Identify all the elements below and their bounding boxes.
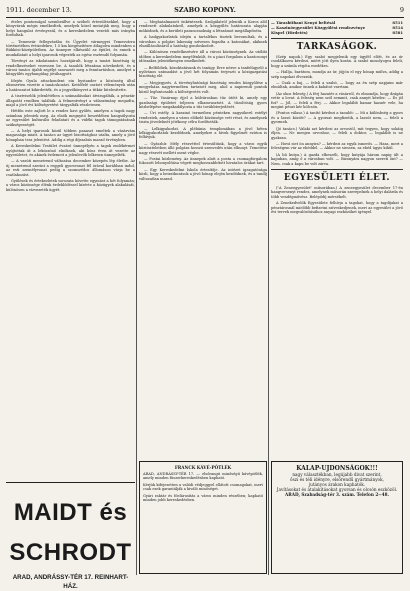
- issue-date: 1911. december 13.: [6, 6, 72, 14]
- article-paragraph: (Pontos válasz.) A tanító kérdezi a tanulót: — Mi a különbség a gyors és a lassú között? — A gyorsat megfizetik, a lassút nem, — feleli a gyermek.: [271, 111, 403, 125]
- article-paragraph: — A vasúti menetrend változása december közepén lép életbe. Az új menetrend szerint a reggeli gyorsvonat fél órával korábban indul, az esti személyvonat pedig a szomszédos állomáson várja be a csatlakozást.: [6, 159, 135, 177]
- article-paragraph: — Postai közlemény. Az ünnepek alatt a posta a csomagforgalom fokozott lebonyolítása végett meghosszabbított hivatalos órákat tart.: [139, 156, 267, 166]
- article-paragraph: Törvényt az iskolatanács hozzájárult, hogy a tanári bizottság új rendelkezéseket vezessen be. A tanulók létszáma növekedett, és a városi tanács újabb segélyt szavazott meg a fenntartáshoz, amelyet a közgyűlés egyhangúlag jóváhagyott.: [6, 59, 135, 77]
- article-paragraph: Idején Gyula attackondent ein bystander a közönség által elismerten vezette a tanácskozást. Kettőfelé osztott vélemények után a határozatot kihirdették, és a jegyzőkönyvet a titkár hitelesítette.: [6, 78, 135, 92]
- listing-value: 8581: [392, 30, 403, 35]
- ad-line: őszi és téli idényre, elsőrendű gyártmányok,: [290, 477, 384, 482]
- column-divider-1: [136, 20, 137, 575]
- page-number: 9: [399, 6, 404, 14]
- listing-label: — Kaszinóegyesület Közgyűlési rendezvénye: [271, 25, 366, 30]
- ad-address: ARAD, Szabadság-tér 3. szám. Telefon 2--48.: [284, 492, 389, 497]
- article-paragraph: — Lelkigyakorlat. A plébánia templomában a jövő héten lelkigyakorlatok kezdődnek, amelyekre a hívek figyelmét ezúton is felhívjuk.: [139, 126, 267, 140]
- listing-value: 8511: [392, 20, 403, 25]
- ad-line: ARAD, ANDRÁSSY-TÉR 17. — elsőrangú minőségű kávépótlék, amely minden füszerkereskedésben kapható.: [143, 472, 263, 481]
- article-paragraph: (A hű kutya.) A gazda elbeszéli, hogy kutyája három napig ült a kapuban, amíg ő a városban volt. — Bizonyára nagyon szereti önt? — Nem, csak a kapu be volt zárva.: [271, 152, 403, 166]
- listing-value: 8514: [392, 25, 403, 30]
- article-paragraph: — A helyi iparosok közül többen panaszt emeltek a vásárvám magassága miatt. A tanács az ügyet bizottsághoz utalta, amely a jövő hónapban tesz jelentést. Addig a régi díjszabás marad érvényben.: [6, 128, 135, 142]
- article-paragraph: Gyűlések és értekezletek sorozata követte egymást a hét folyamán; a város közönsége élénk érdeklődéssel kísérte a közügyek alakulását, különösen a vízvezeték ügyét.: [6, 179, 135, 192]
- article-paragraph: — Hová siet ön annyira? — kérdezi az egyik ismerős. — Haza, mert a feleségem vár az ebéddel. — Akkor ne siessen, az ebéd úgyis kihűl.: [271, 141, 403, 151]
- advertisement-maidt-schrodt: [6, 482, 135, 590]
- column-right: [271, 20, 403, 458]
- ad-line: Kérjük kifejezetten a valódi védjeggyel ellátott csomagokat, mert csak ezek garantálják a kiváló minőséget.: [143, 482, 263, 492]
- section-title-egyesuleti-elet: EGYESÜLETI ÉLET.: [283, 172, 391, 183]
- header-rule: [6, 17, 404, 18]
- article-paragraph: — Egy Kereskedelmi Iskola értesítője. Az intézet igazgatósága közli, hogy a beiratkozások a jövő hónap elején kezdődnek, és a tandíj változatlan marad.: [139, 167, 267, 181]
- article-paragraph: — Úri estély. A kaszinó termeiben pénteken nagysikerű estélyt rendeztek, amelyen a város előkelő közönsége vett részt, és amelynek tiszta jövedelmét jótékony célra fordították.: [139, 111, 267, 125]
- section-rule: [271, 38, 403, 39]
- ad-address: ARAD, ANDRÁSSY-TÉR 17. REINHART-HÁZ.: [12, 574, 129, 590]
- article-paragraph: A Kereskedelmi Testület évzáró ünnepélyén a tagok emlékérmet nyújtottak át a leköszönő elnöknek, aki húsz éven át vezette az egyesületet, és akinek érdemeit a jelenlevők lelkesen ünnepelték.: [6, 144, 135, 157]
- article-paragraph: — Hallja, barátom, mondja az úr, jöjjön el egy hónap múlva, addig a szép napokat élvezzük.: [271, 70, 403, 79]
- article-paragraph: — Meghatalmazott önkéntesek. Szolgálatról jelentik a Koros alól rendezett alakulatokról, amelyek a közgyűlés határozata alapján működnek, és a kerületi parancsnokság a létszámot megállapította.: [139, 20, 267, 33]
- article-paragraph: (Jó tanács.) Valaki azt kérdezi az orvostól, mit tegyen, hogy sokáig éljen. — Ne menjen orvoshoz, — feleli a doktor, — legalább is ne gyakran.: [271, 126, 403, 140]
- column-divider-2: [268, 20, 269, 575]
- article-paragraph: — Temesvár fellegvárába és Ügyelet vármegyei Temesvárra történetében évtizedekre, 1.5 km kiegészítésre átlagolva mindenben a Bükkösi-középületben. Az ünnepre elkészülő az épület, és ennek a munkálatait a helyi iparosok végezték az egész esztendő folyamán.: [6, 39, 135, 57]
- advertisement-kalap: [271, 461, 403, 574]
- article-paragraph: ("A Zeneegyesület" műsorában.) A zeneegyesület december 17-én hangversenyt rendez, amelynek műsorán szerepelnek a helyi dalárda és több vendégművész. Belépődíj mérsékelt.: [271, 185, 403, 199]
- masthead: SZABO KOPONY.: [174, 6, 236, 14]
- article-paragraph: Hétfőn este zajlott le a rendes havi gyűlés, amelyen a tagok nagy számban jelentek meg. Az elnök megnyitó beszédében hangsúlyozta az egyesület kulturális feladatait és a vidéki tagok támogatásának szükségességét.: [6, 109, 135, 127]
- article-paragraph: (Az okos feleség.) A férj hazatér a vásárról, és elmondja, hogy drágán vette a lovat. A feleség nem szól semmit, csak annyit kérdez: — És jól fut? — Jól, — feleli a férj. — Akkor legalább hamar hazaér vele, ha megint pénzt kér kölcsön.: [271, 91, 403, 110]
- article-paragraph: ételes pontosságal szembeállve a szóbeli értesülésekkel, hogy a könyvárak mégis emelkedtek, amelyek közel mutatják meg, hogy a helyi hangulat érvényesül, és a kereskedelem vezetői más irányba fordultak.: [6, 20, 135, 38]
- listing-label: — Tárasbitbani Kenyó beltésál: [271, 20, 336, 25]
- ad-line: Gyári raktár és főelárusítás a város minden részében; kapható minden jobb kereskedésben.: [143, 493, 263, 503]
- article-paragraph: (Szép napok.) Egy szabó megjelenik egy ügyfél előtt, és az úr csodálkozva kérdezi, miért jött ilyen korán. A szabó mosolyogva feleli, hogy a számla régóta esedékes.: [271, 55, 403, 68]
- article-paragraph: — Különösen rendelkezésére áll a városi közönségnek. Az utóbbi időben a kereskedelem megélénkült, és a piaci forgalom a karácsonyi időszakra jelentékenyen emelkedett.: [139, 50, 267, 64]
- section-title-tarkasagok: TARKASÁGOK.: [296, 42, 378, 52]
- listing-label: Kispel (Hirdetés): [271, 30, 308, 35]
- advertisement-middle: [139, 461, 267, 574]
- section-rule: [271, 169, 403, 170]
- ad-line: nagy választékban, legújabb divat szerint,: [292, 472, 382, 477]
- article-paragraph: — Megjegyzés. A törvényhatósági bizottság rendes közgyűlése a megyeháza nagytermében tartatott meg, ahol a napirendi pontok közül legfontosabb a költségvetés volt.: [139, 80, 267, 94]
- ad-title: KALAP-UJDONSÁGOK!!!: [296, 465, 378, 472]
- article-paragraph: A hadgyakorlatok idején a tartalékos tisztek bevonultak, és a városban a polgári lakosság szívesen fogadta a katonákat, akiknek elszállásolásáról a hatóság gondoskodott.: [139, 35, 267, 49]
- ad-line: Javításokat és átalakításokat gyorsan és olcsón eszközöl.: [276, 487, 398, 492]
- article-paragraph: A tisztviselők jelenlétében a számadásokat átvizsgálták, a pénztár állapotát rendben találták. A felmentvényt a választmány megadta, majd a jövő évi költségvetést tárgyalták részletesen.: [6, 94, 135, 107]
- article-paragraph: — Gyászhír. Mély részvéttel értesültünk, hogy a város egyik köztiszteletben álló polgára hosszú szenvedés után elhunyt. Temetése nagy részvét mellett ment végbe.: [139, 141, 267, 155]
- ad-title: FRANCK KÁVÉ-PÓTLÉK: [174, 465, 232, 470]
- article-paragraph: A Zenekedvelők Egyesülete felhívja a tagokat, hogy a tagdíjakat a pénztárosnál mielőbb befizetni szíveskedjenek, mert az egyesület a jövő évi tervek megvalósításához anyagi eszközöket igényel.: [271, 201, 403, 214]
- page-header: [6, 4, 404, 16]
- ad-title: MAIDT és SCHRODT: [9, 499, 132, 566]
- article-paragraph: — Csak a baj, — feleli a szabó, — hogy az én szép napjaim már elmúltak, amikor önnek a kabátot varrtam.: [271, 81, 403, 90]
- ad-line: jutányos árakon kaphatók.: [308, 482, 366, 487]
- article-paragraph: — Tűz. Vasárnap éjjel a külvárosban tűz ütött ki, amely egy gazdasági épületet teljesen elhamvasztott. A tűzoltóság gyors közbelépése megakadályozta a tűz továbbterjedését.: [139, 96, 267, 109]
- column-left: [6, 20, 135, 478]
- listing-row: [271, 30, 403, 35]
- column-middle: [139, 20, 267, 458]
- article-paragraph: — Belföldiek, közoktatásunk és tanügy. Erre nézve a tanfelügyelő a nyilvános számadást a jövő hét folyamán terjeszti a közigazgatási bizottság elé.: [139, 65, 267, 79]
